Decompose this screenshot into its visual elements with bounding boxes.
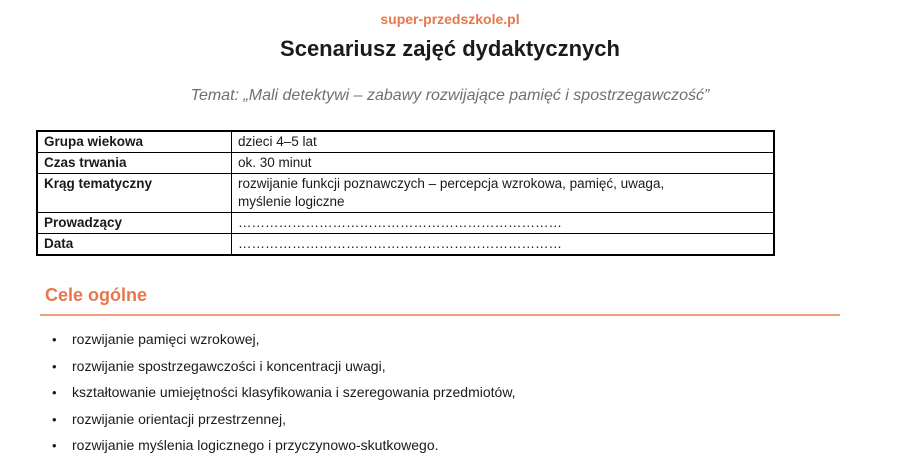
bullet-icon: • (52, 385, 57, 400)
row-label: Czas trwania (37, 153, 232, 174)
section-heading: Cele ogólne (45, 285, 148, 305)
row-label: Grupa wiekowa (37, 131, 232, 153)
list-item-text: rozwijanie myślenia logicznego i przyczynowo-skutkowego. (72, 437, 439, 453)
section-divider (40, 314, 840, 316)
table-row (37, 213, 774, 234)
list-item-text: kształtowanie umiejętności klasyfikowania i szeregowania przedmiotów, (72, 384, 516, 400)
goals-list (52, 326, 516, 459)
document-title: Scenariusz zajęć dydaktycznych (280, 36, 620, 61)
bullet-icon: • (52, 332, 57, 347)
table-row (37, 131, 774, 153)
row-label: Krąg tematyczny (37, 174, 232, 213)
table-row (37, 153, 774, 174)
site-name: super-przedszkole.pl (380, 11, 520, 27)
table-row (37, 234, 774, 256)
row-value-line: rozwijanie funkcji poznawczych – percepcja wzrokowa, pamięć, uwaga, (238, 176, 665, 191)
list-item (52, 406, 516, 433)
row-value (232, 174, 775, 213)
row-value-line: myślenie logiczne (238, 194, 345, 209)
row-value: ……………………………………………………………… (232, 234, 775, 256)
bullet-icon: • (52, 358, 57, 374)
lesson-info-table (36, 130, 775, 256)
table-row (37, 174, 774, 213)
list-item (52, 432, 516, 459)
bullet-icon: • (52, 411, 57, 427)
row-label: Data (37, 234, 232, 256)
lesson-topic: Temat: „Mali detektywi – zabawy rozwijające pamięć i spostrzegawczość” (190, 87, 710, 104)
row-value: dzieci 4–5 lat (232, 131, 775, 153)
row-label: Prowadzący (37, 213, 232, 234)
row-value: ……………………………………………………………… (232, 213, 775, 234)
bullet-icon: • (52, 438, 57, 453)
list-item-text: rozwijanie spostrzegawczości i koncentracji uwagi, (72, 357, 386, 374)
row-value: ok. 30 minut (232, 153, 775, 174)
list-item (52, 326, 516, 353)
list-item-text: rozwijanie pamięci wzrokowej, (72, 331, 260, 347)
list-item (52, 353, 516, 380)
list-item (52, 379, 516, 406)
list-item-text: rozwijanie orientacji przestrzennej, (72, 410, 286, 427)
